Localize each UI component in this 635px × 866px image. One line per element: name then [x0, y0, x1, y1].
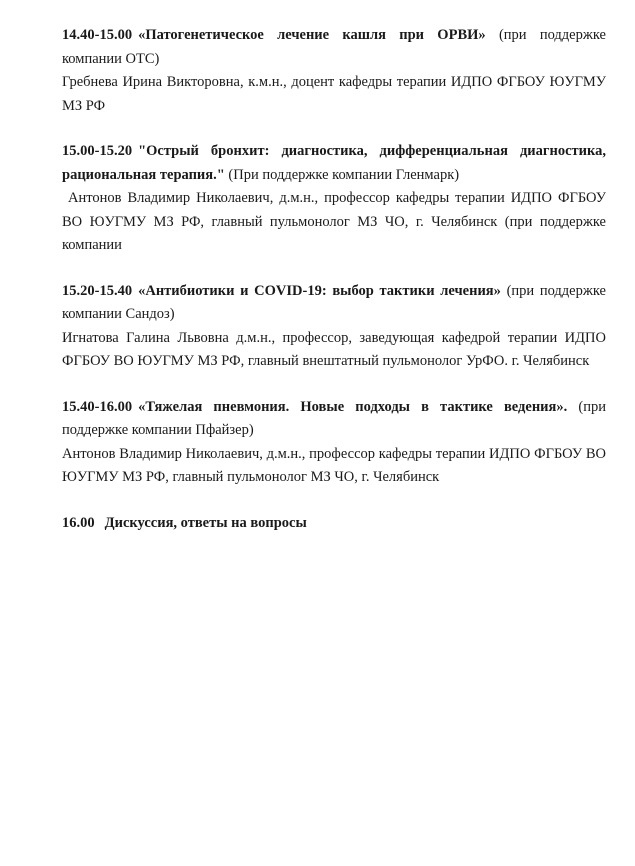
entry-heading	[62, 24, 606, 71]
entry-heading	[62, 140, 606, 187]
program-entry-3	[62, 280, 606, 374]
entry-support: (при поддержке компании ОТС)	[62, 27, 606, 67]
program-entry-1	[62, 24, 606, 118]
entry-speaker: Гребнева Ирина Викторовна, к.м.н., доцент кафедры терапии ИДПО ФГБОУ ЮУГМУ МЗ РФ	[62, 74, 606, 114]
entry-title: "Острый бронхит: диагностика, дифференциальная диагностика, рациональная терапия."	[62, 143, 606, 183]
entry-time: 14.40-15.00	[62, 27, 133, 43]
closing-title: Дискуссия, ответы на вопросы	[104, 514, 307, 531]
program-closing	[62, 512, 606, 536]
program-page	[62, 24, 610, 557]
entry-title: «Тяжелая пневмония. Новые подходы в тактике ведения».	[138, 398, 568, 415]
program-entry-2	[62, 140, 610, 258]
entry-support: (при поддержке компании Сандоз)	[62, 282, 606, 322]
entry-heading	[62, 396, 606, 443]
entry-speaker: Игнатова Галина Львовна д.м.н., профессор, заведующая кафедрой терапии ИДПО ФГБОУ ВО ЮУГМУ МЗ РФ, главный внештатный пульмонолог УрФО. г. Челябинск	[62, 329, 606, 369]
program-entry-4	[62, 396, 606, 490]
entry-title: «Антибиотики и COVID-19: выбор тактики лечения»	[138, 282, 501, 299]
entry-time: 15.40-16.00	[62, 398, 133, 415]
entry-time: 15.20-15.40	[62, 282, 133, 299]
entry-time: 15.00-15.20	[62, 143, 133, 159]
entry-speaker: Антонов Владимир Николаевич, д.м.н., профессор кафедры терапии ИДПО ФГБОУ ВО ЮУГМУ МЗ РФ, главный пульмонолог МЗ ЧО, г. Челябинск (при поддержке компании	[62, 190, 610, 253]
entry-support: (при поддержке компании Пфайзер)	[62, 398, 606, 438]
closing-heading	[62, 512, 606, 536]
entry-speaker: Антонов Владимир Николаевич, д.м.н., профессор кафедры терапии ИДПО ФГБОУ ВО ЮУГМУ МЗ РФ, главный пульмонолог МЗ ЧО, г. Челябинск	[62, 445, 606, 485]
closing-time: 16.00	[62, 514, 95, 531]
entry-support: (При поддержке компании Гленмарк)	[228, 166, 460, 183]
entry-heading	[62, 280, 606, 327]
entry-title: «Патогенетическое лечение кашля при ОРВИ»	[138, 27, 486, 43]
